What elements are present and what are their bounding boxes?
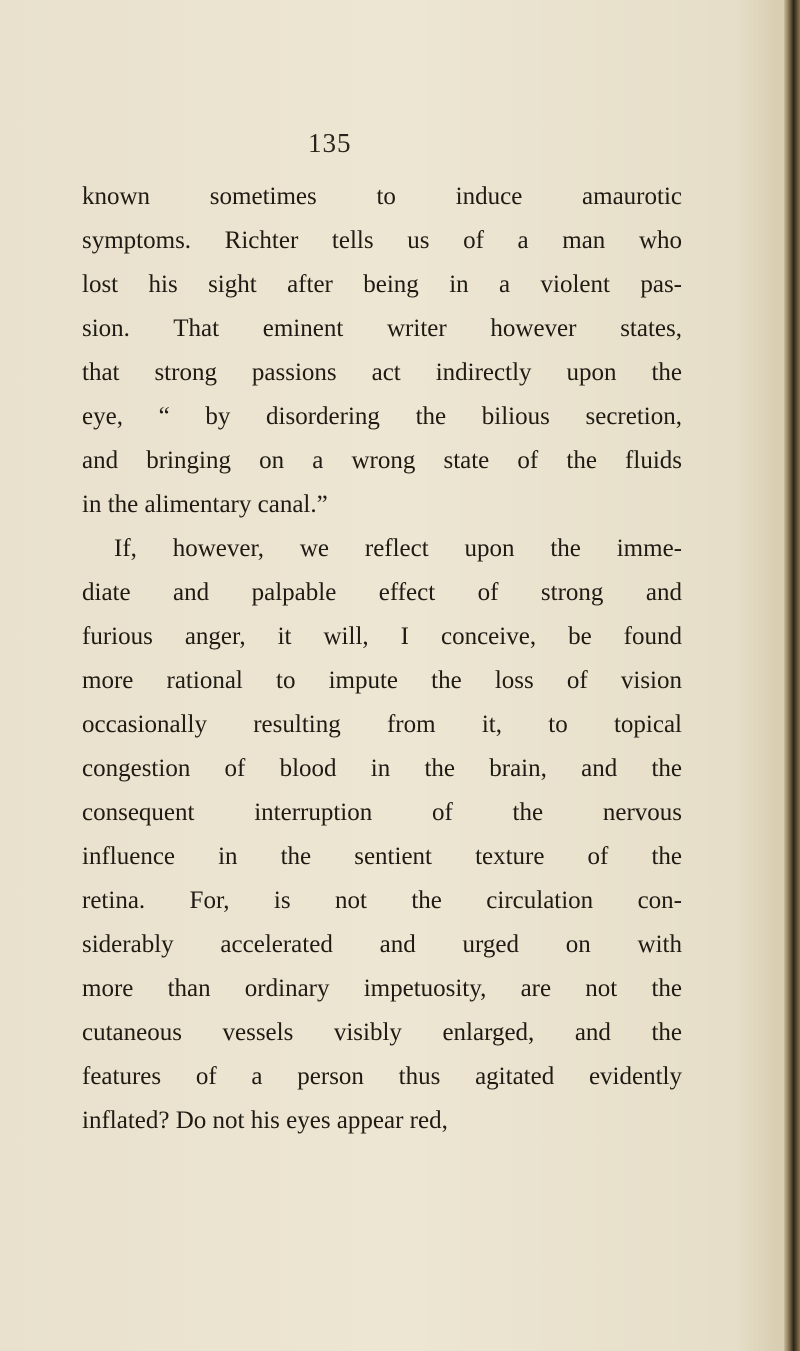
text-line: If, however, we reflect upon the imme- — [114, 535, 682, 562]
text-line: features of a person thus agitated evidently — [82, 1063, 682, 1090]
text-line: eye, “ by disordering the bilious secretion, — [82, 403, 682, 430]
text-line: consequent interruption of the nervous — [82, 799, 682, 826]
text-line: in the alimentary canal.” — [82, 491, 328, 518]
text-line: furious anger, it will, I conceive, be found — [82, 623, 682, 650]
text-line: inflated? Do not his eyes appear red, — [82, 1107, 448, 1134]
text-line: cutaneous vessels visibly enlarged, and the — [82, 1019, 682, 1046]
text-line: influence in the sentient texture of the — [82, 843, 682, 870]
text-line: sion. That eminent writer however states, — [82, 315, 682, 342]
text-line: siderably accelerated and urged on with — [82, 931, 682, 958]
text-line: symptoms. Richter tells us of a man who — [82, 227, 682, 254]
text-line: known sometimes to induce amaurotic — [82, 183, 682, 210]
text-line: more than ordinary impetuosity, are not the — [82, 975, 682, 1002]
text-line: congestion of blood in the brain, and the — [82, 755, 682, 782]
text-line: and bringing on a wrong state of the fluids — [82, 447, 682, 474]
text-line: diate and palpable effect of strong and — [82, 579, 682, 606]
text-line: that strong passions act indirectly upon the — [82, 359, 682, 386]
text-line: lost his sight after being in a violent pas- — [82, 271, 682, 298]
text-line: retina. For, is not the circulation con- — [82, 887, 682, 914]
page-binding-edge — [784, 0, 800, 1351]
text-line: occasionally resulting from it, to topical — [82, 711, 682, 738]
text-line: more rational to impute the loss of vision — [82, 667, 682, 694]
page-number: 135 — [308, 128, 352, 158]
